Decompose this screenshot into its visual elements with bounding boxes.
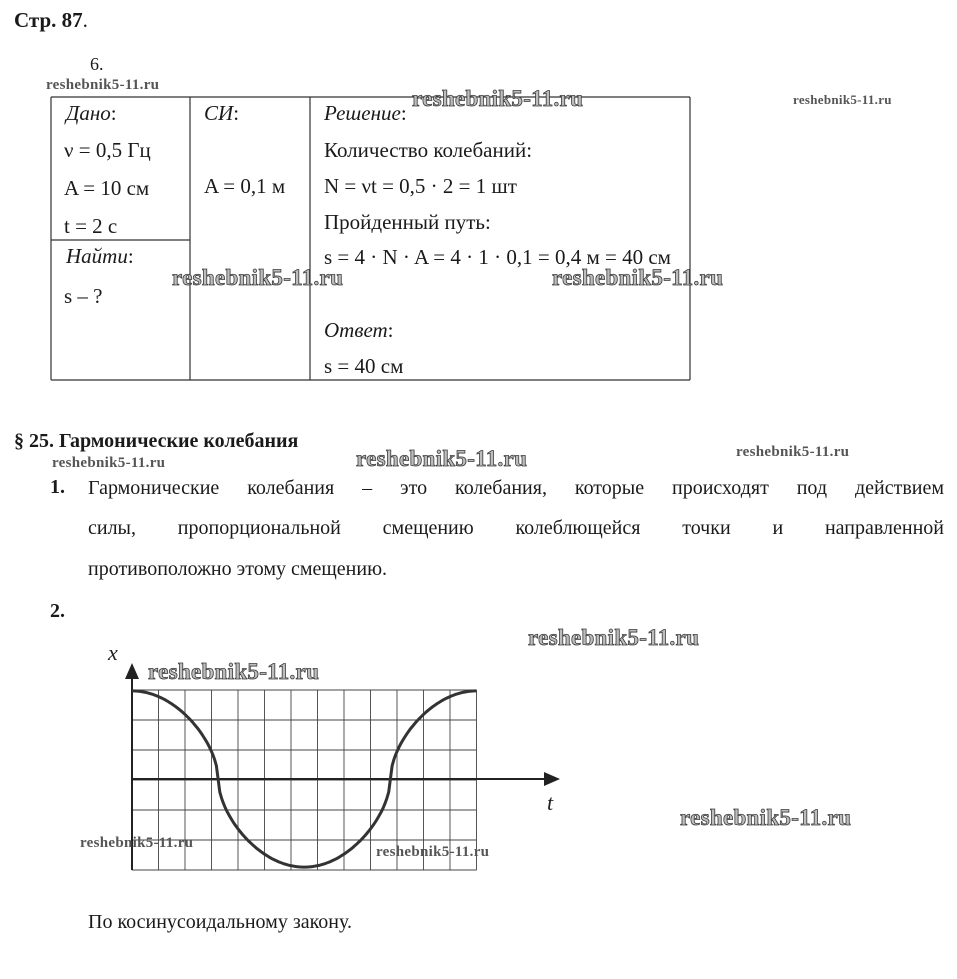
find-heading: Найти: [66,244,134,268]
x-axis-label: x [108,640,118,665]
task-number: 6. [90,54,104,74]
solution-line-1: Количество колебаний: [324,138,533,162]
item-2-number: 2. [50,600,65,622]
section-title: § 25. Гармонические колебания [14,430,299,452]
solution-line-2: N = νt = 0,5 · 2 = 1 шт [324,174,517,198]
graph-caption: По косинусоидальному закону. [88,911,352,933]
solution-line-3: Пройденный путь: [324,210,491,234]
si-amplitude: A = 0,1 м [204,174,286,198]
si-heading: СИ: [204,101,240,125]
watermark: reshebnik5-11.ru [148,659,320,684]
item-1-number: 1. [50,476,65,498]
given-frequency: ν = 0,5 Гц [64,138,151,162]
watermark: reshebnik5-11.ru [680,805,852,830]
watermark: reshebnik5-11.ru [376,844,490,860]
answer-value: s = 40 см [324,354,404,378]
t-axis-label: t [547,790,554,815]
watermark: reshebnik5-11.ru [793,92,892,107]
watermark: reshebnik5-11.ru [736,444,850,460]
watermark: reshebnik5-11.ru [552,265,724,290]
given-heading: Дано: [66,101,117,125]
t-axis-arrow [544,772,560,786]
watermark: reshebnik5-11.ru [412,86,584,111]
item-1-line-3: противоположно этому смещению. [88,558,388,580]
given-amplitude: A = 10 см [64,176,150,200]
watermark: reshebnik5-11.ru [528,625,700,650]
watermark: reshebnik5-11.ru [356,446,528,471]
item-1-line-1: Гармонические колебания – это колебания, которые происходят под действием [88,477,944,499]
item-1-line-2: силы, пропорциональной смещению колеблющейся точки и направленной [88,517,944,539]
x-axis-arrow [125,663,139,679]
page-number: Стр. 87. [14,8,88,32]
watermark: reshebnik5-11.ru [52,455,166,471]
watermark: reshebnik5-11.ru [46,77,160,93]
watermark: reshebnik5-11.ru [172,265,344,290]
answer-heading: Ответ: [324,318,394,342]
given-time: t = 2 с [64,214,118,238]
watermark: reshebnik5-11.ru [80,835,194,851]
solution-heading: Решение: [324,101,407,125]
solution-line-4: s = 4 · N · A = 4 · 1 · 0,1 = 0,4 м = 40 см [324,245,671,269]
find-value: s – ? [64,284,103,308]
